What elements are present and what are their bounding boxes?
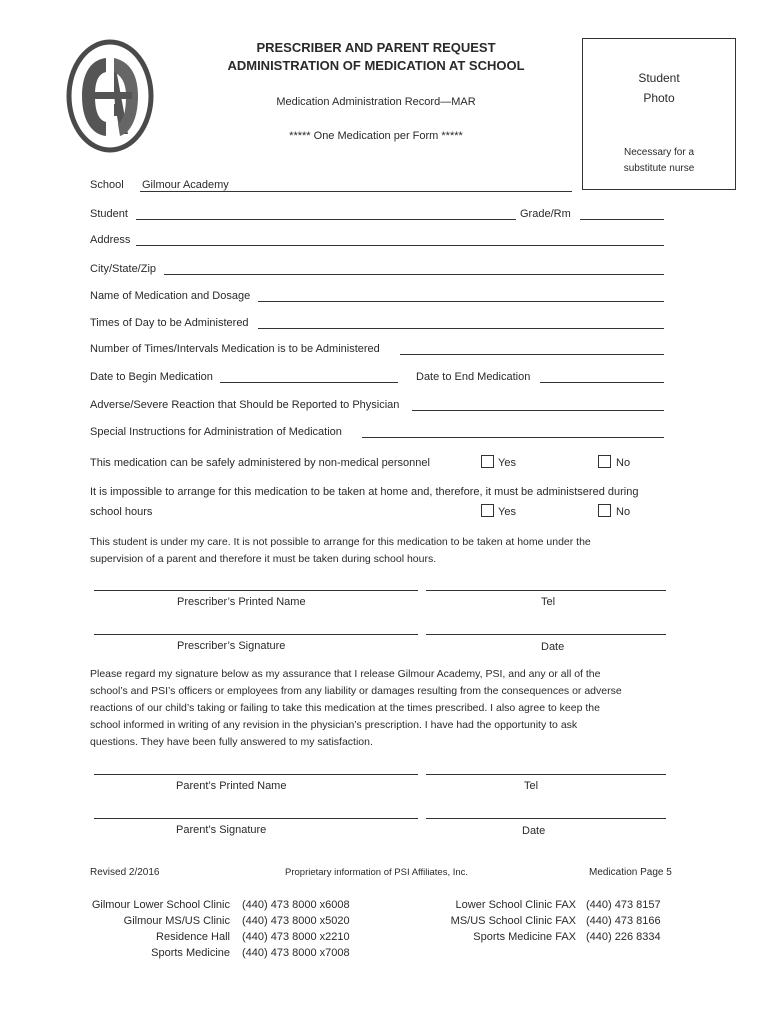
school-hours-question-line1: It is impossible to arrange for this medication to be taken at home and, therefore, it must be administsered during bbox=[90, 486, 639, 498]
prescriber-name-caption: Prescriber’s Printed Name bbox=[177, 596, 306, 608]
address-label: Address bbox=[90, 234, 131, 246]
non-medical-yes-label: Yes bbox=[498, 457, 516, 469]
release-line2: school’s and PSI’s officers or employees from any liability or damages resulting from the consequences or adverse bbox=[90, 685, 622, 697]
medication-line[interactable] bbox=[258, 301, 664, 302]
special-instructions-label: Special Instructions for Administration of Medication bbox=[90, 426, 342, 438]
release-line4: school informed in writing of any revision in the physician’s prescription. I have had the opportunity to ask bbox=[90, 719, 578, 731]
statement-line1: This student is under my care. It is not possible to arrange for this medication to be taken at home under the bbox=[90, 536, 591, 548]
release-line3: reactions of our child’s taking or failing to take this medication at the times prescribed. I also agree to keep the bbox=[90, 702, 600, 714]
begin-date-label: Date to Begin Medication bbox=[90, 371, 213, 383]
school-hours-no-label: No bbox=[616, 506, 631, 518]
contact-name: Gilmour MS/US Clinic bbox=[123, 915, 230, 927]
revised-date: Revised 2/2016 bbox=[90, 867, 160, 878]
intervals-label: Number of Times/Intervals Medication is to be Administered bbox=[90, 343, 380, 355]
non-medical-yes-checkbox[interactable] bbox=[481, 455, 494, 468]
contact-name: Gilmour Lower School Clinic bbox=[91, 899, 230, 911]
prescriber-signature-caption: Prescriber’s Signature bbox=[177, 640, 286, 652]
prescriber-date-caption: Date bbox=[541, 641, 565, 653]
gilmour-academy-logo bbox=[66, 38, 154, 154]
form-title-line1: PRESCRIBER AND PARENT REQUEST bbox=[256, 40, 496, 55]
parent-tel-line[interactable] bbox=[426, 774, 666, 775]
city-label: City/State/Zip bbox=[90, 263, 157, 275]
address-line[interactable] bbox=[136, 245, 664, 246]
begin-date-line[interactable] bbox=[220, 382, 398, 383]
times-line[interactable] bbox=[258, 328, 664, 329]
grade-line[interactable] bbox=[580, 219, 664, 220]
fax-number: (440) 226 8334 bbox=[586, 931, 661, 943]
school-hours-no-checkbox[interactable] bbox=[598, 504, 611, 517]
fax-number: (440) 473 8157 bbox=[586, 899, 661, 911]
parent-date-line[interactable] bbox=[426, 818, 666, 819]
medication-label: Name of Medication and Dosage bbox=[90, 290, 251, 302]
contact-phone: (440) 473 8000 x7008 bbox=[242, 947, 350, 959]
contact-name: Residence Hall bbox=[156, 931, 230, 943]
one-medication-note: ***** One Medication per Form ***** bbox=[289, 130, 463, 142]
prescriber-name-line[interactable] bbox=[94, 590, 418, 591]
parent-signature-caption: Parent’s Signature bbox=[176, 824, 267, 836]
release-paragraph bbox=[90, 666, 680, 751]
fax-number: (440) 473 8166 bbox=[586, 915, 661, 927]
contact-phone: (440) 473 8000 x6008 bbox=[242, 899, 350, 911]
prescriber-tel-caption: Tel bbox=[541, 596, 556, 608]
photo-label-student: Student bbox=[638, 71, 680, 85]
parent-date-caption: Date bbox=[522, 825, 546, 837]
contact-phone: (440) 473 8000 x2210 bbox=[242, 931, 350, 943]
fax-numbers bbox=[586, 897, 661, 945]
photo-note-line1: Necessary for a bbox=[623, 147, 695, 158]
prescriber-date-line[interactable] bbox=[426, 634, 666, 635]
end-date-line[interactable] bbox=[540, 382, 664, 383]
fax-name: Sports Medicine FAX bbox=[473, 931, 576, 943]
school-line bbox=[140, 191, 572, 192]
school-hours-question-line2: school hours bbox=[90, 506, 153, 518]
parent-tel-caption: Tel bbox=[524, 780, 539, 792]
student-label: Student bbox=[90, 208, 128, 220]
times-label: Times of Day to be Administered bbox=[90, 317, 249, 329]
statement-line2: supervision of a parent and therefore it must be taken during school hours. bbox=[90, 553, 437, 565]
prescriber-signature-line[interactable] bbox=[94, 634, 418, 635]
release-line1: Please regard my signature below as my assurance that I release Gilmour Academy, PSI, and any or all of the bbox=[90, 668, 601, 680]
intervals-line[interactable] bbox=[400, 354, 664, 355]
school-hours-yes-checkbox[interactable] bbox=[481, 504, 494, 517]
fax-name: MS/US School Clinic FAX bbox=[450, 915, 576, 927]
parent-name-line[interactable] bbox=[94, 774, 418, 775]
student-line[interactable] bbox=[136, 219, 516, 220]
photo-label-photo: Photo bbox=[643, 91, 675, 105]
school-hours-yes-label: Yes bbox=[498, 506, 516, 518]
page-label: Medication Page 5 bbox=[589, 867, 672, 878]
school-value[interactable]: Gilmour Academy bbox=[142, 179, 229, 191]
non-medical-question: This medication can be safely administered by non-medical personnel bbox=[90, 457, 430, 469]
reaction-label: Adverse/Severe Reaction that Should be Reported to Physician bbox=[90, 399, 400, 411]
prescriber-statement bbox=[90, 534, 680, 568]
reaction-line[interactable] bbox=[412, 410, 664, 411]
non-medical-no-checkbox[interactable] bbox=[598, 455, 611, 468]
record-subtitle: Medication Administration Record—MAR bbox=[276, 96, 476, 108]
prescriber-tel-line[interactable] bbox=[426, 590, 666, 591]
city-line[interactable] bbox=[164, 274, 664, 275]
form-title-line2: ADMINISTRATION OF MEDICATION AT SCHOOL bbox=[227, 58, 525, 73]
release-line5: questions. They have been fully answered to my satisfaction. bbox=[90, 736, 373, 748]
proprietary-note: Proprietary information of PSI Affiliates, Inc. bbox=[285, 867, 469, 878]
grade-label: Grade/Rm bbox=[520, 208, 571, 220]
fax-name: Lower School Clinic FAX bbox=[455, 899, 576, 911]
contact-phone: (440) 473 8000 x5020 bbox=[242, 915, 350, 927]
special-instructions-line[interactable] bbox=[362, 437, 664, 438]
contact-name: Sports Medicine bbox=[151, 947, 230, 959]
photo-note-line2: substitute nurse bbox=[623, 163, 695, 174]
non-medical-no-label: No bbox=[616, 457, 631, 469]
fax-names bbox=[400, 897, 576, 945]
school-label: School bbox=[90, 179, 124, 191]
end-date-label: Date to End Medication bbox=[416, 371, 531, 383]
parent-signature-line[interactable] bbox=[94, 818, 418, 819]
clinic-phones bbox=[242, 897, 350, 961]
student-photo-box bbox=[582, 38, 736, 190]
parent-name-caption: Parent’s Printed Name bbox=[176, 780, 287, 792]
clinic-names bbox=[60, 897, 230, 961]
